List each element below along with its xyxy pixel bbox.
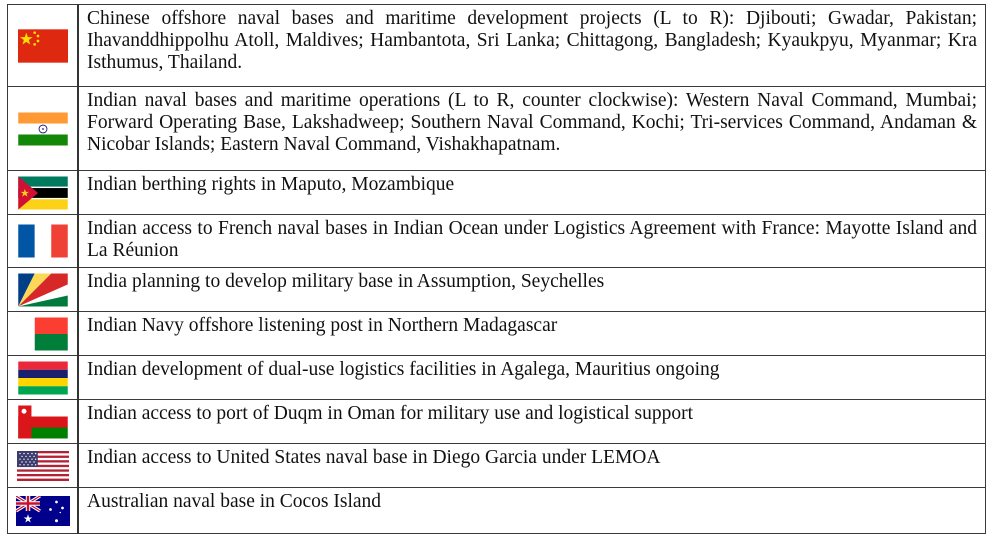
mozambique-flag-icon bbox=[18, 176, 68, 209]
table-row bbox=[8, 312, 986, 356]
india-flag-icon bbox=[18, 112, 68, 145]
table-row bbox=[8, 215, 986, 268]
flag-cell bbox=[8, 444, 79, 488]
flag-cell bbox=[8, 488, 79, 534]
row-description: Indian berthing rights in Maputo, Mozambique bbox=[78, 171, 986, 215]
flag-cell bbox=[8, 87, 79, 171]
flag-legend-table bbox=[7, 4, 986, 534]
table-row bbox=[8, 444, 986, 488]
row-description: Australian naval base in Cocos Island bbox=[78, 488, 986, 534]
row-description: India planning to develop military base in Assumption, Seychelles bbox=[78, 268, 986, 312]
china-flag-icon bbox=[18, 29, 68, 63]
oman-flag-icon bbox=[18, 405, 68, 438]
flag-cell bbox=[8, 400, 79, 444]
flag-cell bbox=[8, 268, 79, 312]
france-flag-icon bbox=[18, 225, 68, 258]
madagascar-flag-icon bbox=[18, 317, 68, 350]
row-description: Indian access to French naval bases in Indian Ocean under Logistics Agreement with France: Mayotte Island and La Réunion bbox=[78, 215, 986, 268]
table-row bbox=[8, 87, 986, 171]
usa-flag-icon bbox=[17, 451, 69, 481]
row-description: Indian Navy offshore listening post in Northern Madagascar bbox=[78, 312, 986, 356]
row-description: Indian naval bases and maritime operations (L to R, counter clockwise): Western Naval Command, Mumbai; Forward Operating Base, Lakshadweep; Southern Naval Command, Kochi; Tri-services Command, Andaman & Nicobar Islands; Eastern Naval Command, Vishakhapatnam. bbox=[78, 87, 986, 171]
seychelles-flag-icon bbox=[18, 273, 68, 306]
flag-cell bbox=[8, 215, 79, 268]
flag-cell bbox=[8, 5, 79, 87]
table-row bbox=[8, 488, 986, 534]
row-description: Chinese offshore naval bases and maritime development projects (L to R): Djibouti; Gwadar, Pakistan; Ihavanddhippolhu Atoll, Maldives; Hambantota, Sri Lanka; Chittagong, Bangladesh; Kyaukpyu, Myanmar; Kra Isthumus, Thailand. bbox=[78, 5, 986, 87]
mauritius-flag-icon bbox=[18, 361, 68, 394]
row-description: Indian access to port of Duqm in Oman for military use and logistical support bbox=[78, 400, 986, 444]
table-row bbox=[8, 268, 986, 312]
row-description: Indian development of dual-use logistics facilities in Agalega, Mauritius ongoing bbox=[78, 356, 986, 400]
row-description: Indian access to United States naval base in Diego Garcia under LEMOA bbox=[78, 444, 986, 488]
flag-cell bbox=[8, 171, 79, 215]
flag-cell bbox=[8, 312, 79, 356]
table-row bbox=[8, 171, 986, 215]
flag-cell bbox=[8, 356, 79, 400]
australia-flag-icon bbox=[16, 496, 70, 526]
table-row bbox=[8, 400, 986, 444]
table-row bbox=[8, 5, 986, 87]
table-row bbox=[8, 356, 986, 400]
